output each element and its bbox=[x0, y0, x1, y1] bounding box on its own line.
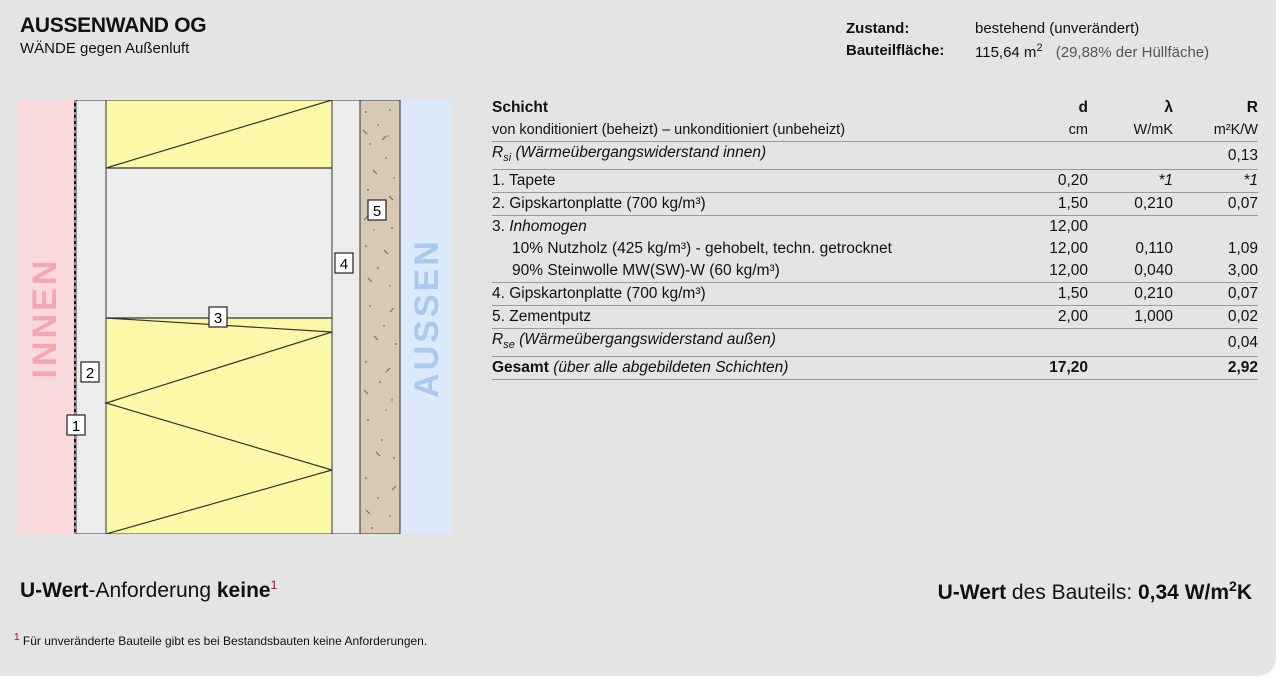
inhomogeneous-name: Inhomogen bbox=[509, 218, 587, 236]
total-d: 17,20 bbox=[1018, 357, 1088, 380]
layer-tag-3-text: 3 bbox=[213, 310, 223, 327]
col-header-d: d bbox=[1078, 99, 1088, 116]
sublayer-r: 1,09 bbox=[1227, 240, 1258, 258]
layer-d: 1,50 bbox=[1018, 193, 1088, 216]
layer-d: 0,20 bbox=[1018, 170, 1088, 193]
layer-lambda: 0,210 bbox=[1088, 283, 1173, 306]
table-row bbox=[492, 283, 1258, 306]
rse-symbol: R bbox=[492, 331, 504, 349]
layer-r: 0,07 bbox=[1173, 283, 1258, 306]
state-value: bestehend (unverändert) bbox=[975, 20, 1140, 37]
sublayer-lambda: 0,040 bbox=[1088, 260, 1173, 283]
rsi-symbol: R bbox=[492, 144, 504, 161]
rse-label bbox=[492, 329, 1018, 357]
total-r: 2,92 bbox=[1173, 357, 1258, 380]
rse-sub: se bbox=[503, 339, 515, 352]
table-header-row bbox=[492, 97, 1258, 119]
inside-label-text: INNEN bbox=[26, 257, 64, 379]
u-value-requirement bbox=[20, 578, 277, 603]
area-share: (29,88% der Hüllfäche) bbox=[1055, 44, 1210, 61]
layer-r: 0,02 bbox=[1173, 306, 1258, 329]
wall-section-diagram bbox=[18, 100, 452, 534]
layer-tag-1 bbox=[67, 415, 85, 435]
layer-name: 2. Gipskartonplatte (700 kg/m³) bbox=[492, 193, 1018, 216]
table-row-inhomogeneous bbox=[492, 216, 1258, 239]
unit-d: cm bbox=[1018, 119, 1088, 142]
uvalue-value: 0,34 W/m bbox=[1137, 581, 1230, 604]
area-exponent: 2 bbox=[1036, 42, 1043, 54]
layer-d: 1,50 bbox=[1018, 283, 1088, 306]
layer-name: 4. Gipskartonplatte (700 kg/m³) bbox=[492, 283, 1018, 306]
layer-gypsum-inner bbox=[76, 100, 106, 534]
component-title: AUSSENWAND OG bbox=[20, 14, 207, 37]
area-value: 115,64 m bbox=[975, 44, 1037, 61]
col-header-layer: Schicht bbox=[492, 99, 548, 116]
sublayer-r: 3,00 bbox=[1173, 260, 1258, 283]
uvalue-text: des Bauteils: bbox=[1006, 581, 1138, 604]
requirement-value: keine bbox=[216, 579, 271, 602]
layer-name: 5. Zementputz bbox=[492, 306, 1018, 329]
table-row-rsi bbox=[492, 142, 1258, 170]
layer-lambda: 1,000 bbox=[1088, 306, 1173, 329]
rsi-r: 0,13 bbox=[1173, 142, 1258, 170]
sublayer-name: 90% Steinwolle MW(SW)-W (60 kg/m³) bbox=[492, 260, 1018, 283]
u-value-result bbox=[938, 578, 1252, 605]
sublayer-lambda: 0,110 bbox=[1135, 240, 1173, 258]
layer-tag-2-text: 2 bbox=[85, 365, 95, 382]
layer-tag-4 bbox=[335, 253, 353, 273]
uvalue-exponent: 2 bbox=[1229, 578, 1237, 594]
component-subtitle: WÄNDE gegen Außenluft bbox=[20, 40, 190, 57]
unit-lambda: W/mK bbox=[1088, 119, 1173, 142]
uvalue-bold: U-Wert bbox=[937, 581, 1007, 604]
table-row bbox=[492, 193, 1258, 216]
inhomogeneous-label bbox=[492, 216, 1018, 239]
table-subrow bbox=[492, 260, 1258, 283]
col-header-r: R bbox=[1246, 99, 1258, 116]
layer-d: 2,00 bbox=[1018, 306, 1088, 329]
uvalue-unit: K bbox=[1236, 581, 1252, 604]
total-note: (über alle abgebildeten Schichten) bbox=[553, 359, 789, 377]
inside-label bbox=[26, 258, 64, 379]
layer-name: 1. Tapete bbox=[492, 170, 1018, 193]
footnote-mark: 1 bbox=[14, 632, 20, 643]
layer-cement-plaster bbox=[360, 100, 400, 534]
layer-gypsum-outer bbox=[332, 100, 360, 534]
layer-tag-1-text: 1 bbox=[71, 418, 81, 435]
inhomogeneous-prefix: 3. bbox=[492, 218, 510, 236]
rse-r: 0,04 bbox=[1173, 329, 1258, 357]
rse-text: (Wärmeübergangswiderstand außen) bbox=[519, 331, 776, 349]
col-header-lambda: λ bbox=[1164, 99, 1173, 116]
rsi-sub: si bbox=[503, 152, 512, 165]
footnote bbox=[14, 632, 427, 648]
sublayer-d: 12,00 bbox=[1018, 260, 1088, 283]
table-row bbox=[492, 170, 1258, 193]
layer-tag-3 bbox=[209, 307, 227, 327]
layer-r: 0,07 bbox=[1173, 193, 1258, 216]
layer-tag-5-text: 5 bbox=[372, 203, 382, 220]
area-label: Bauteilfläche: bbox=[846, 42, 945, 59]
total-label bbox=[492, 357, 1018, 380]
table-row bbox=[492, 306, 1258, 329]
rsi-text: (Wärmeübergangswiderstand innen) bbox=[515, 144, 767, 161]
rsi-label bbox=[492, 142, 1018, 170]
layer-tag-4-text: 4 bbox=[339, 256, 349, 273]
table-row-total bbox=[492, 357, 1258, 380]
outside-label-text: AUSSEN bbox=[408, 238, 446, 398]
layer-lambda: *1 bbox=[1088, 170, 1173, 193]
state-label: Zustand: bbox=[846, 20, 910, 37]
table-row-rse bbox=[492, 329, 1258, 357]
table-subrow bbox=[492, 238, 1258, 260]
sublayer-name: 10% Nutzholz (425 kg/m³) - gehobelt, techn. getrocknet bbox=[512, 240, 892, 258]
layer-tag-5 bbox=[368, 200, 386, 220]
layer-r: *1 bbox=[1173, 170, 1258, 193]
requirement-bold: U-Wert bbox=[20, 579, 89, 602]
layer-table bbox=[492, 97, 1258, 380]
footnote-text: Für unveränderte Bauteile gibt es bei Bestandsbauten keine Anforderungen. bbox=[19, 634, 428, 648]
table-units-row bbox=[492, 119, 1258, 142]
layer-tag-2 bbox=[81, 362, 99, 382]
requirement-footnote-mark: 1 bbox=[270, 578, 278, 592]
sublayer-d: 12,00 bbox=[1049, 240, 1088, 258]
layer-lambda: 0,210 bbox=[1088, 193, 1173, 216]
total-label-bold: Gesamt bbox=[492, 359, 549, 377]
outside-label bbox=[408, 238, 446, 398]
area-value-block bbox=[975, 42, 1209, 61]
inhomogeneous-d: 12,00 bbox=[1049, 218, 1088, 236]
unit-r: m²K/W bbox=[1173, 119, 1258, 142]
direction-text: von konditioniert (beheizt) – unkonditioniert (unbeheizt) bbox=[492, 119, 1018, 142]
requirement-text: -Anforderung bbox=[88, 579, 217, 602]
